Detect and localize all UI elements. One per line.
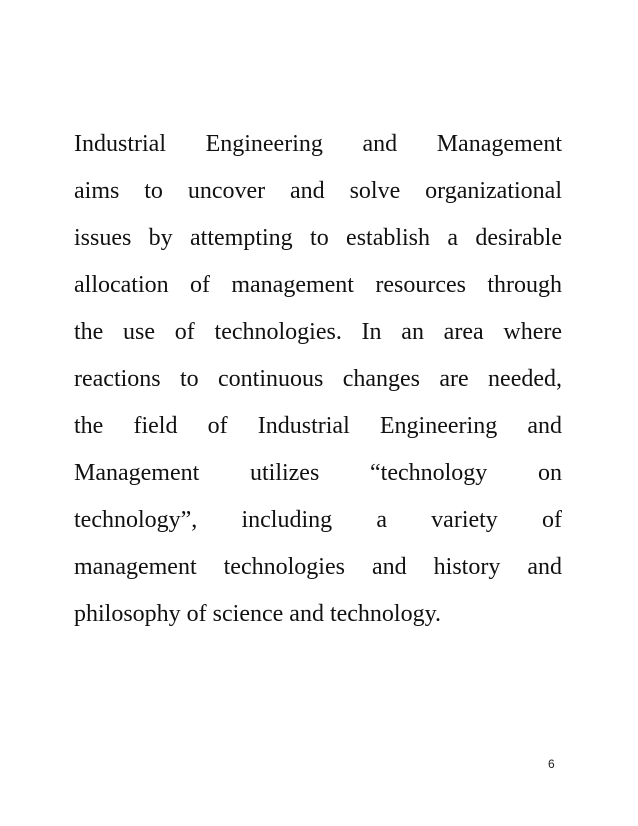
paragraph-line-11: philosophy of science and technology. — [74, 601, 442, 627]
paragraph-line-10: management technologies and history and — [74, 554, 562, 580]
body-paragraph — [74, 125, 562, 642]
paragraph-line-5: the use of technologies. In an area where — [74, 319, 562, 345]
paragraph-line-3: issues by attempting to establish a desirable — [74, 225, 562, 251]
page-number: 6 — [548, 757, 555, 771]
paragraph-line-9: technology”, including a variety of — [74, 507, 562, 533]
paragraph-line-2: aims to uncover and solve organizational — [74, 178, 562, 204]
paragraph-line-7: the field of Industrial Engineering and — [74, 413, 562, 439]
paragraph-line-4: allocation of management resources through — [74, 272, 562, 298]
paragraph-line-6: reactions to continuous changes are needed, — [74, 366, 562, 392]
paragraph-line-1: Industrial Engineering and Management — [74, 131, 562, 157]
paragraph-line-8: Management utilizes “technology on — [74, 460, 562, 486]
